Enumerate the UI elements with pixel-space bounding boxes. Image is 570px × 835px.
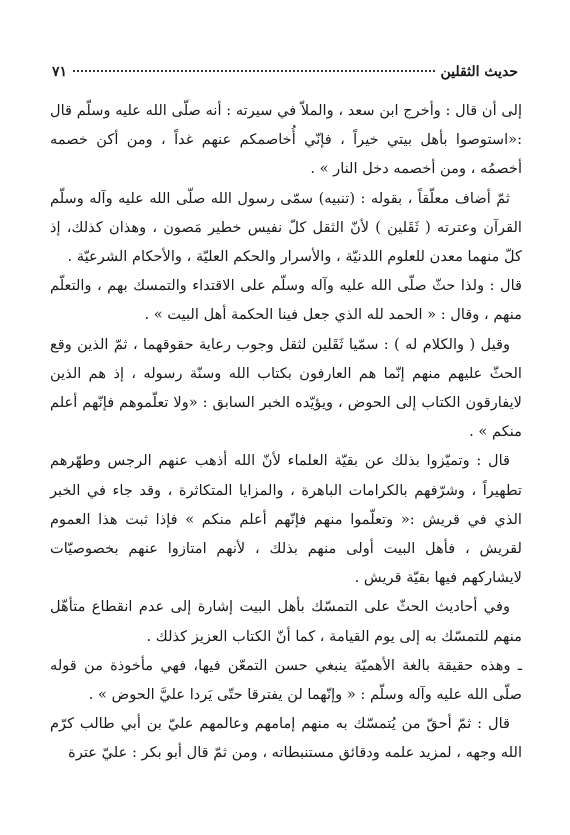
paragraph-5: قال : وتميّزوا بذلك عن بقيّة العلماء لأنّ الله أذهب عنهم الرجس وطهّرهم تطهيراً ، وشرّفهم بالكرامات الباهرة ، والمزايا المتكاثرة ، وقد جاء في الخبر الذي في قريش :« وتعلّموا منهم فإنّهم أعلم منكم » فإذا ثبت هذا العموم لقريش ، فأهل البيت أولى منهم بذلك ، لأنهم امتازوا عنهم بخصوصيّات لايشاركهم فيها بقيّة قريش . bbox=[50, 452, 522, 587]
paragraph-3: قال : ولذا حثّ صلّى الله عليه وآله وسلّم على الاقتداء والتمسك بهم ، والتعلّم منهم ، وقال : « الحمد لله الذي جعل فينا الحكمة أهل البيت » . bbox=[50, 277, 522, 324]
page-number: ٧١ bbox=[52, 64, 68, 80]
paragraph-1: إلى أن قال : وأخرج ابن سعد ، والملاّ في سيرته : أنه صلّى الله عليه وسلّم قال :«استوصوا بأهل بيتي خيراً ، فإنّي أُخاصمكم عنهم غداً ، ومن أكن خصمه أخصمُه ، ومن أخصمه دخل النار » . bbox=[50, 102, 522, 178]
paragraph-2: ثمّ أضاف معلّقاً ، بقوله : (تنبيه) سمّى رسول الله صلّى الله عليه وآله وسلّم القرآن وعترته ( ثَقَلين ) لأنّ الثقل كلّ نفيس خطير مَصون ، وهذان كذلك، إذ كلّ منهما معدن للعلوم اللدنيّة ، والأسرار والحكم العليّة ، والأحكام الشرعيّة . bbox=[50, 189, 522, 266]
page-body bbox=[50, 96, 522, 768]
paragraph-6: وفي أحاديث الحثّ على التمسّك بأهل البيت إشارة إلى عدم انقطاع متأهّل منهم للتمسّك به إلى يوم القيامة ، كما أنّ الكتاب العزيز كذلك . bbox=[50, 598, 522, 645]
running-header bbox=[52, 64, 518, 86]
header-dot-leader bbox=[73, 70, 434, 72]
paragraph-8: قال : ثمّ أحقّ من يُتمسّك به منهم إمامهم وعالمهم عليّ بن أبي طالب كرّم الله وجهه ، لمزيد علمه ودقائق مستنبطاته ، ومن ثمّ قال أبو بكر : عليّ عترة bbox=[50, 715, 522, 762]
running-header-title: حديث الثقلين bbox=[440, 64, 518, 80]
paragraph-4: وقيل ( والكلام له ) : سمّيا ثَقَلين لثقل وجوب رعاية حقوقهما ، ثمّ الذين وقع الحثّ عليهم منهم إنّما هم العارفون بكتاب الله وسنّة رسوله ، إذ هم الذين لايفارقون الكتاب إلى الحوض ، ويؤيّده الخبر السابق : «ولا تعلّموهم فإنّهم أعلم منكم » . bbox=[50, 335, 522, 441]
paragraph-7: ـ وهذه حقيقة بالغة الأهميّة ينبغي حسن التمعّن فيها، فهي مأخوذة من قوله صلّى الله عليه وآله وسلّم : « وإنّهما لن يفترقا حتّى يَردا عليَّ الحوض » . bbox=[50, 656, 522, 704]
